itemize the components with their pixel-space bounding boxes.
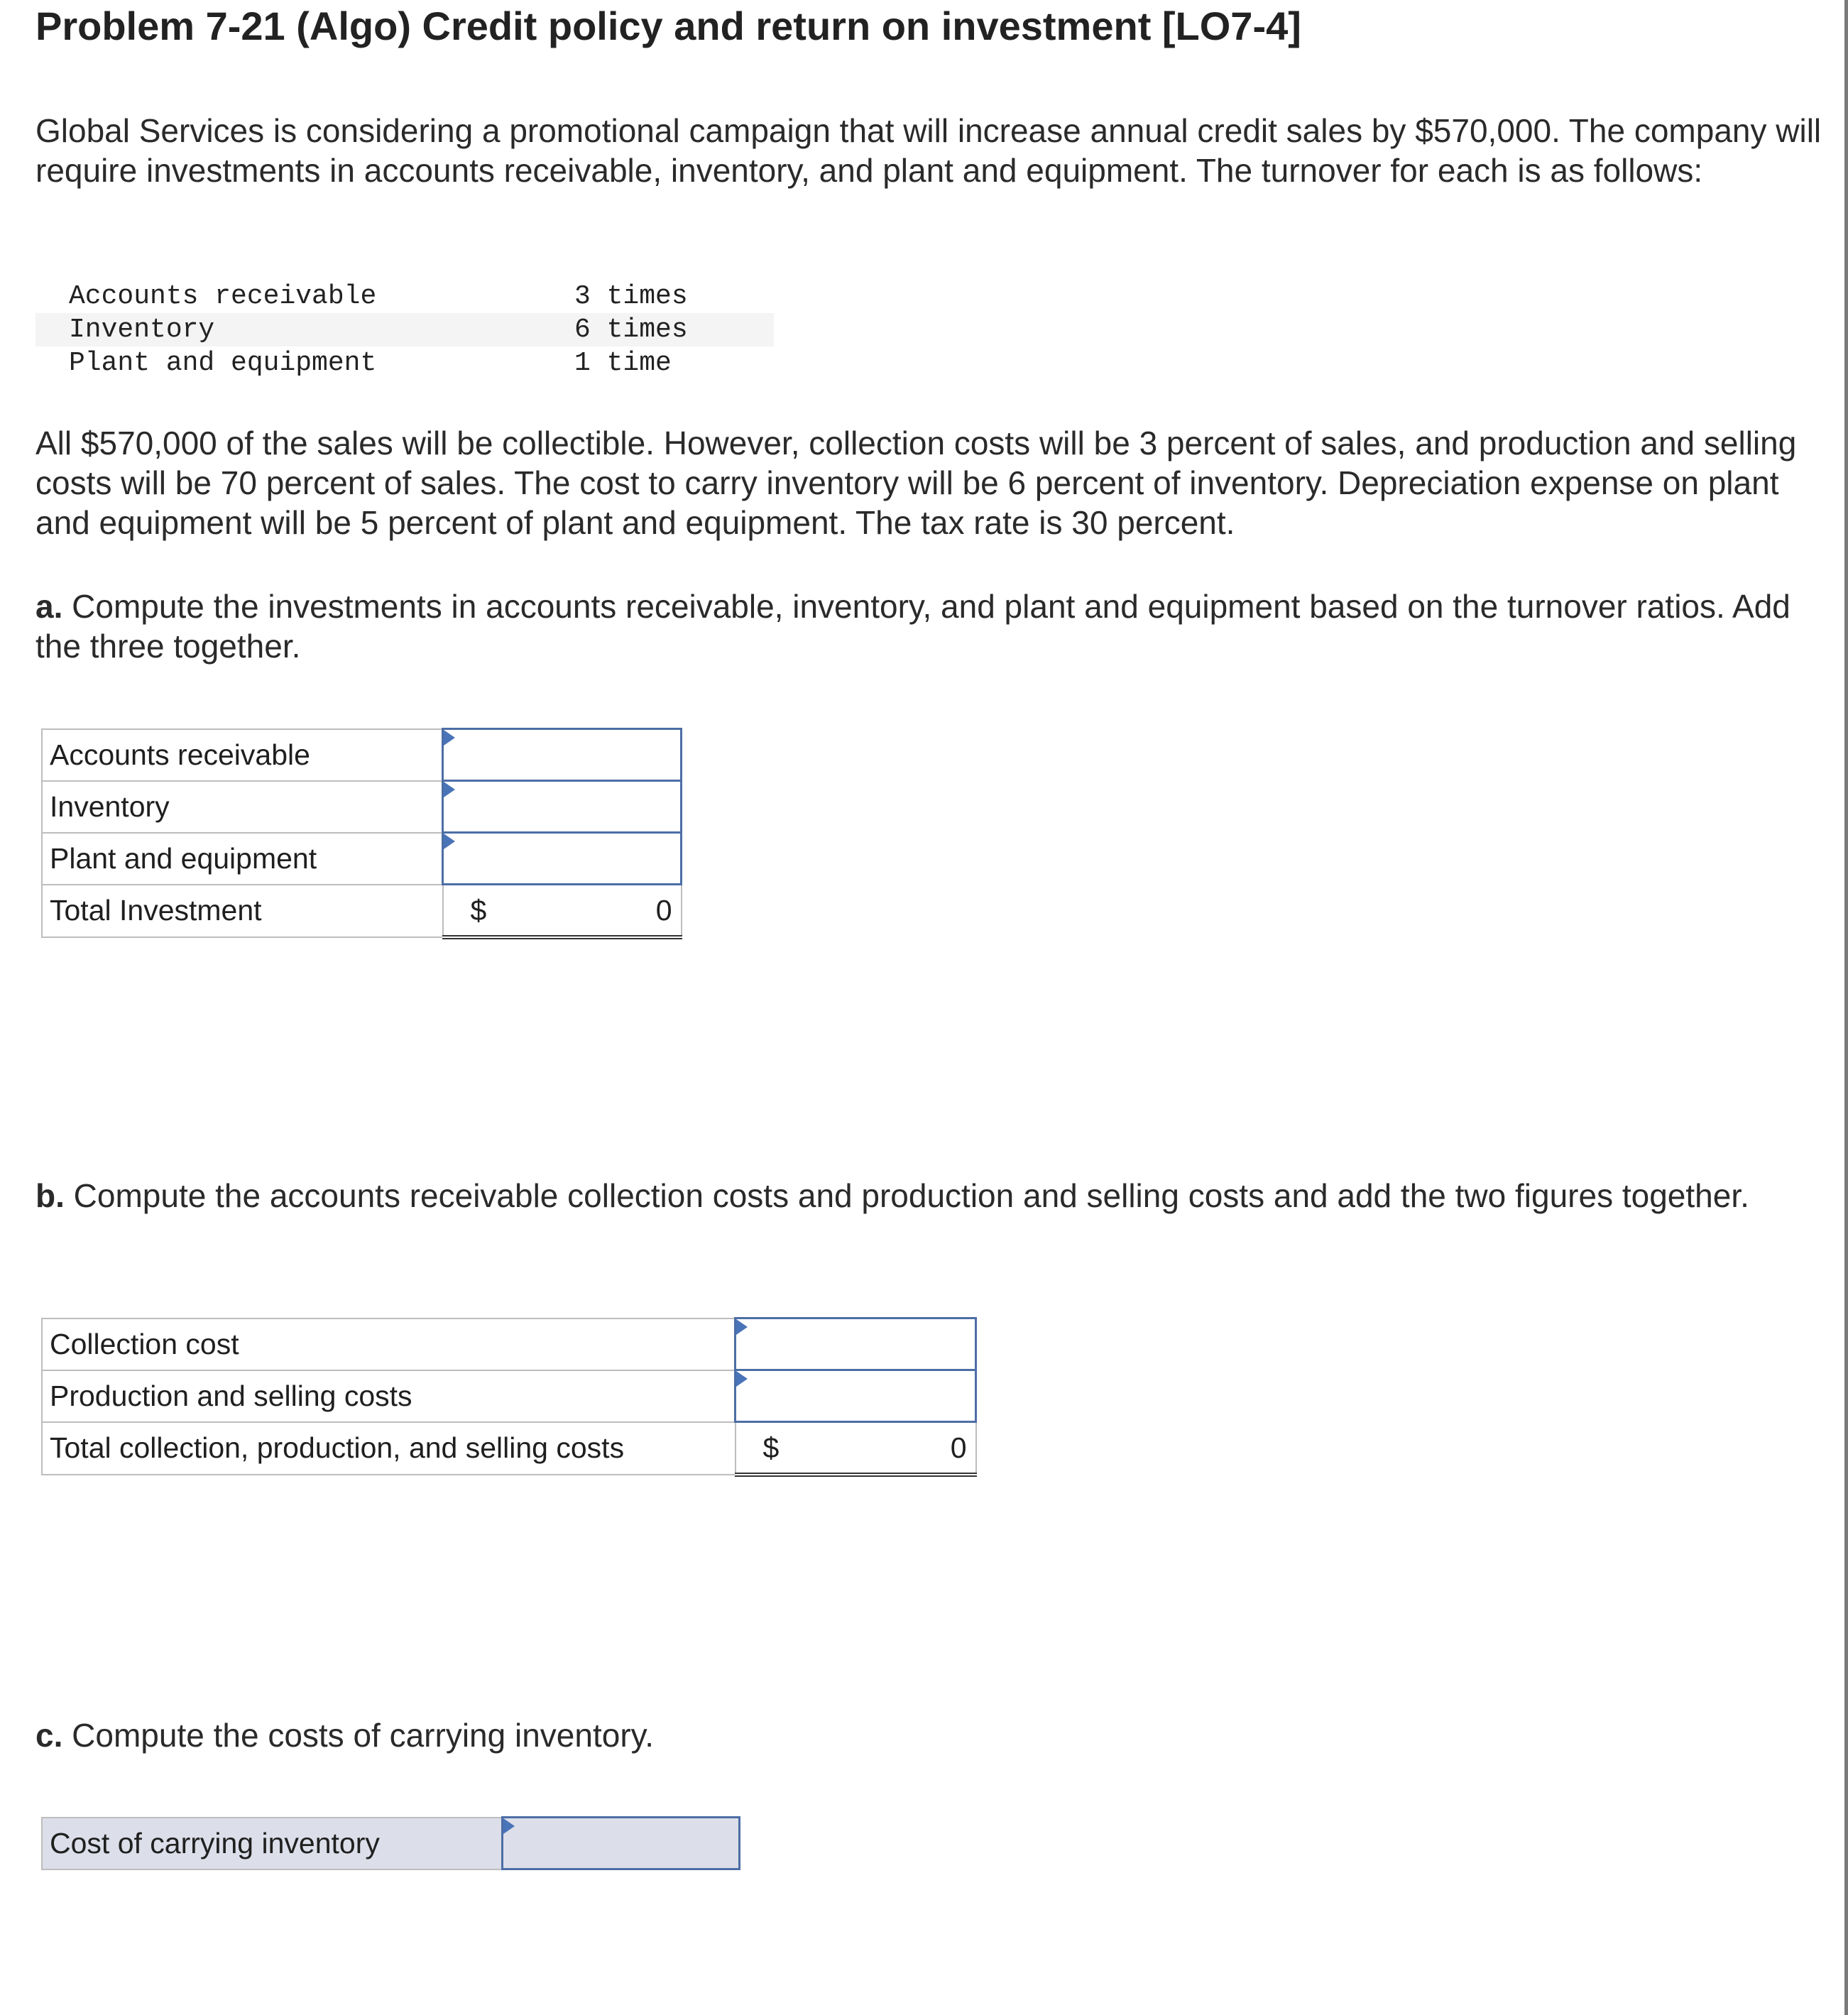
part-a-question: [35, 586, 1832, 666]
plant-and-equipment-input[interactable]: [444, 834, 680, 883]
intro-paragraph: Global Services is considering a promotional campaign that will increase annual credit sales by $570,000. The company will require investments in accounts receivable, inventory, and plant and equipment. The turnover for each is as follows:: [35, 112, 1822, 189]
part-a-text: Compute the investments in accounts receivable, inventory, and plant and equipment based on the turnover ratios. Add the three together.: [35, 588, 1790, 665]
cost-carrying-inventory-input[interactable]: [503, 1818, 738, 1868]
production-selling-costs-input[interactable]: [736, 1371, 975, 1421]
accounts-receivable-label: Accounts receivable: [42, 729, 443, 781]
table-row: [42, 885, 682, 938]
part-c-text: Compute the costs of carrying inventory.: [62, 1717, 655, 1754]
currency-symbol: $: [762, 1431, 780, 1464]
part-a-letter: a.: [35, 588, 63, 625]
window-right-border: [1844, 0, 1848, 2015]
table-row: [42, 1818, 740, 1869]
part-b-text: Compute the accounts receivable collection costs and production and selling costs and add the two figures together.: [64, 1177, 1749, 1214]
part-b-letter: b.: [35, 1177, 65, 1214]
total-costs-value: [736, 1422, 976, 1475]
table-row: [42, 1318, 976, 1370]
turnover-label: Accounts receivable: [69, 281, 377, 312]
cost-carrying-inventory-label: Cost of carrying inventory: [42, 1818, 503, 1869]
currency-symbol: $: [470, 893, 487, 927]
collection-cost-input-cell: [736, 1318, 976, 1370]
part-c-letter: c.: [35, 1717, 63, 1754]
total-investment-label: Total Investment: [42, 885, 443, 938]
inventory-label: Inventory: [42, 781, 443, 833]
problem-title: Problem 7-21 (Algo) Credit policy and return on investment [LO7-4]: [35, 4, 1301, 48]
part-b-question: [35, 1176, 1832, 1216]
collection-cost-input[interactable]: [736, 1319, 975, 1369]
inventory-input-cell: [443, 781, 682, 833]
turnover-label: Plant and equipment: [69, 348, 377, 378]
turnover-value: 6 times: [574, 313, 774, 346]
total-investment-amount: 0: [655, 893, 672, 927]
table-row: [42, 729, 682, 781]
cost-carrying-inventory-input-cell: [503, 1818, 740, 1869]
turnover-row: [35, 346, 774, 380]
part-c-question: [35, 1715, 1832, 1755]
total-costs-amount: 0: [950, 1431, 967, 1464]
part-c-table: [41, 1816, 740, 1870]
turnover-label: Inventory: [35, 313, 574, 346]
production-selling-costs-label: Production and selling costs: [42, 1370, 736, 1422]
table-row: [42, 1370, 976, 1422]
part-b-table: [41, 1317, 977, 1477]
turnover-value: 3 times: [574, 281, 688, 312]
plant-and-equipment-label: Plant and equipment: [42, 833, 443, 885]
part-a-table: [41, 728, 682, 939]
turnover-row: [35, 313, 774, 346]
turnover-row: [35, 280, 774, 313]
table-row: [42, 781, 682, 833]
total-costs-label: Total collection, production, and selling costs: [42, 1422, 736, 1475]
turnover-value: 1 time: [574, 348, 672, 378]
plant-and-equipment-input-cell: [443, 833, 682, 885]
total-investment-value: [443, 885, 682, 938]
table-row: [42, 833, 682, 885]
accounts-receivable-input-cell: [443, 729, 682, 781]
table-row: [42, 1422, 976, 1475]
accounts-receivable-input[interactable]: [444, 730, 680, 780]
turnover-table: [35, 280, 774, 380]
assumptions-paragraph: All $570,000 of the sales will be collectible. However, collection costs will be 3 percent of sales, and production and selling costs will be 70 percent of sales. The cost to carry inventory will be 6 percent of inventory. Depreciation expense on plant and equipment will be 5 percent of plant and equipment. The tax rate is 30 percent.: [35, 425, 1797, 541]
collection-cost-label: Collection cost: [42, 1318, 736, 1370]
production-selling-costs-input-cell: [736, 1370, 976, 1422]
inventory-input[interactable]: [444, 782, 680, 831]
